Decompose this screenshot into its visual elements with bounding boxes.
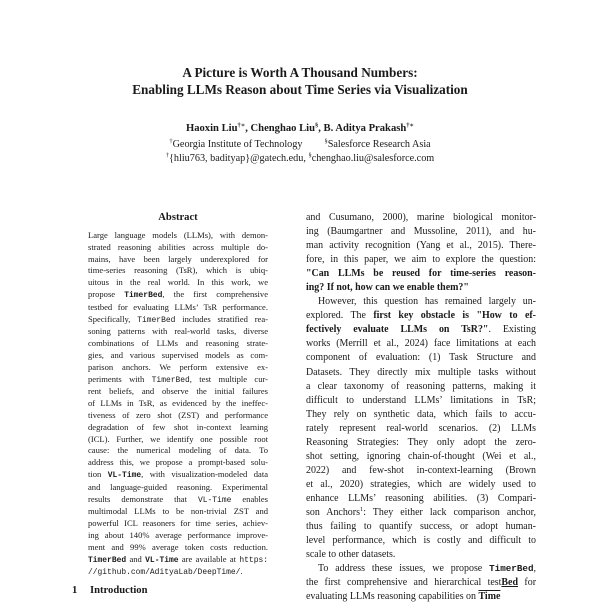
body-line: man activity recognition (Yang et al., 2015). There- <box>306 240 536 252</box>
text-run: tion <box>88 468 102 479</box>
text-run: results demonstrate that <box>88 493 187 504</box>
institution: Georgia Institute of Technology <box>172 139 303 150</box>
body-line <box>306 309 536 323</box>
abstract-line: rent beliefs, and observe the initial failures <box>88 386 268 397</box>
abstract-line <box>88 374 268 387</box>
abstract-line <box>88 554 268 567</box>
repo-link[interactable]: https: <box>239 555 268 565</box>
text-run: son Anchors <box>306 506 360 518</box>
text-run: enables <box>231 493 268 504</box>
abstract-line: strated reasoning abilities across multiple do- <box>88 241 268 252</box>
emphasis: Time <box>478 591 501 603</box>
author-list <box>60 122 540 136</box>
system-name: VL-Time <box>145 555 179 565</box>
institution: Salesforce Research Asia <box>327 139 431 150</box>
text-run: explored. The <box>306 310 374 322</box>
abstract-line: ment and 99% average token costs reduction. <box>88 541 268 552</box>
system-name: VL-Time <box>107 470 142 480</box>
abstract-line: time-series reasoning (TsR), which is ubiq- <box>88 265 268 276</box>
body-line: ing? If not, how can we enable them?" <box>306 282 469 294</box>
text-run: To address these issues, we propose <box>318 563 490 575</box>
text-run: and <box>126 553 146 564</box>
abstract-line: parison anchors. We perform extensive ex- <box>88 361 268 372</box>
affiliation-mark: § <box>315 122 319 129</box>
text-run: . Existing <box>488 324 536 336</box>
text-run: : They either lack comparison anchor, <box>363 506 536 518</box>
text-run: , <box>533 563 536 575</box>
body-line: level performance, which is costly and difficult to <box>306 535 536 547</box>
affiliation-mark: † <box>165 152 170 159</box>
author-name: Haoxin Liu <box>185 123 238 134</box>
body-line: scale to other datasets. <box>306 549 396 561</box>
body-line: difficult to understand LLMs’ limitations in TsR; <box>306 394 536 406</box>
text-run: are available at <box>178 553 240 564</box>
abstract-line: soning patterns with real-world tasks, diverse <box>88 326 268 337</box>
text-run: periments with <box>88 373 145 384</box>
separator: , <box>318 123 324 134</box>
abstract-line: cause: the numerical modeling of data. To <box>88 445 268 456</box>
abstract-line: (ICL). Further, we identify one possible root <box>88 433 268 444</box>
section-title: Introduction <box>90 585 148 596</box>
abstract-line: multimodal LLMs to be non-trivial ZST and <box>88 506 268 517</box>
affiliation-mark: § <box>308 152 312 159</box>
body-line: They rely on synthetic data, which fails to accu- <box>306 408 536 420</box>
title-line: Enabling LLMs Reason about Time Series via Visualization <box>132 82 468 97</box>
body-line: "Can LLMs be reused for time-series reason- <box>306 268 536 280</box>
text-run: . <box>240 566 243 577</box>
abstract-line: and language-guided reasoning. Experimental <box>88 481 268 492</box>
abstract-line <box>88 469 268 482</box>
abstract-line <box>88 289 268 302</box>
abstract-line: testbed for evaluating LLMs’ TsR performance. <box>88 301 268 312</box>
body-line <box>306 323 536 337</box>
body-line <box>306 576 536 590</box>
email: chenghao.liu@salesforce.com <box>311 153 435 164</box>
text-run: for <box>518 577 536 589</box>
section-number: 1 <box>72 585 78 596</box>
abstract-heading: Abstract <box>158 212 198 223</box>
abstract-line: ing about 140% average performance improve- <box>88 529 268 540</box>
abstract-line <box>88 314 268 327</box>
body-line <box>306 562 536 576</box>
text-run: includes stratified rea- <box>175 313 268 324</box>
abstract-line: degradation of few shot in-context learning <box>88 421 268 432</box>
body-line: Reasoning Strategies: They only adopt the zero- <box>306 436 536 448</box>
text-run: Specifically, <box>88 313 131 324</box>
body-line <box>306 506 536 520</box>
body-line: ing (Baumgartner and Mussoline, 2011), and hu- <box>306 226 536 238</box>
body-line: enhance LLMs’ reasoning abilities. (3) Compari- <box>306 492 536 504</box>
body-line: and Cusumano, 2000), marine biological monitor- <box>306 212 536 223</box>
abstract-line: powerful ICL reasoners for time series, achiev- <box>88 518 268 529</box>
affiliation-mark: § <box>324 138 328 145</box>
emphasis: Bed <box>501 577 518 589</box>
body-line: 2022) and few-shot in-context-learning (Brown <box>306 464 536 476</box>
system-name: TimerBed <box>124 290 163 300</box>
email-line <box>60 152 540 166</box>
system-name: TimerBed <box>137 315 176 325</box>
body-line: fore, in this paper, we aim to explore the question: <box>306 254 536 266</box>
abstract-line: mains, have been largely underexplored for <box>88 253 268 264</box>
body-line <box>306 590 536 604</box>
text-run: the first comprehensive and hierarchical test <box>306 577 502 589</box>
text-run: evaluating LLMs reasoning capabilities on <box>306 591 479 603</box>
abstract-line: gies, and various supervised models as com- <box>88 349 268 360</box>
email: {hliu763, badityap}@gatech.edu, <box>169 153 306 164</box>
body-line: et al., 2020) strategies, which are widely used to <box>306 478 536 490</box>
body-line: rately represent real-world scenarios. (2) LLMs <box>306 422 536 434</box>
abstract-line: combinations of LLMs and reasoning strate- <box>88 338 268 349</box>
text-run: , with visualization-modeled data <box>141 468 268 479</box>
abstract-line: address this, we propose a prompt-based solu- <box>88 457 268 468</box>
repo-link[interactable]: //github.com/AdityaLab/DeepTime/ <box>88 568 241 578</box>
body-line: However, this question has remained largely un- <box>318 296 536 308</box>
body-line: Datasets. They directly mix multiple tasks without <box>306 366 536 378</box>
author-name: B. Aditya Prakash <box>323 123 407 134</box>
separator: , <box>245 123 251 134</box>
paper-title <box>60 64 540 98</box>
abstract-line: tiveness of zero shot (ZST) and performance <box>88 409 268 420</box>
emphasis: fectively evaluate LLMs on TsR?" <box>306 324 489 336</box>
body-line: a clear taxonomy of reasoning patterns, making it <box>306 380 536 392</box>
affiliations <box>60 138 540 166</box>
abstract-line: of LLMs in TsR, as evidenced by the ineffec- <box>88 398 268 409</box>
abstract-line: uitous in the real world. In this work, we <box>88 277 268 288</box>
body-line: works (Merrill et al., 2024) face limitations at each <box>306 338 536 350</box>
abstract-line: Large language models (LLMs), with demon- <box>88 230 268 240</box>
text-run: propose <box>88 288 116 299</box>
text-run: , test multiple cur- <box>189 373 268 384</box>
institution-line <box>60 138 540 152</box>
emphasis: first key obstacle is "How to ef- <box>373 310 536 322</box>
affiliation-mark: † <box>169 138 173 145</box>
system-name: TimerBed <box>88 555 127 565</box>
body-line: component of evaluation: (1) Task Structure and <box>306 352 536 364</box>
author-name: Chenghao Liu <box>250 123 315 134</box>
abstract-line <box>88 566 268 579</box>
text-run: , the first comprehensive <box>162 288 268 299</box>
system-name: TimerBed <box>151 375 190 385</box>
section-heading <box>72 584 302 598</box>
title-line: A Picture is Worth A Thousand Numbers: <box>182 65 418 80</box>
affiliation-mark: †∗ <box>237 122 246 129</box>
system-name: VL-Time <box>198 495 232 505</box>
introduction-body <box>306 211 536 604</box>
abstract-line <box>88 494 268 507</box>
body-line: shot setting, ignoring chain-of-thought (Wei et al., <box>306 450 536 462</box>
affiliation-mark: †∗ <box>406 122 415 129</box>
footnote-mark[interactable]: 1 <box>359 505 364 513</box>
body-line: thus failing to quantify success, or adopt human- <box>306 521 536 533</box>
system-name: TimerBed <box>489 563 534 575</box>
abstract-body <box>88 230 268 579</box>
